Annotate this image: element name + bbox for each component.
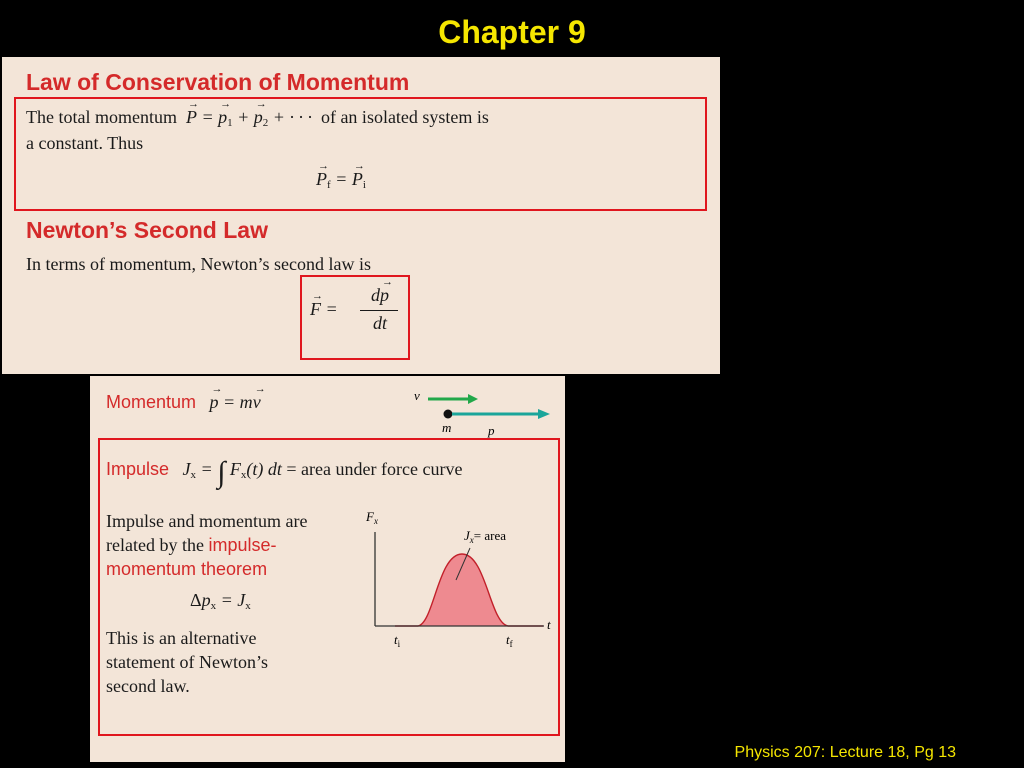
theorem-highlight-2: momentum theorem bbox=[106, 559, 268, 579]
newton-equation: → F = bbox=[310, 299, 338, 320]
slide-title: Chapter 9 bbox=[438, 14, 586, 50]
momentum-vector-diagram bbox=[410, 386, 560, 441]
newton-text: In terms of momentum, Newton’s second law is bbox=[26, 254, 371, 274]
conservation-line1-tail: of an isolated system is bbox=[320, 107, 489, 127]
v-arrowhead bbox=[468, 394, 478, 404]
theorem-text-1: Impulse and momentum are bbox=[106, 511, 308, 531]
v-label: v bbox=[414, 388, 420, 403]
conservation-equation: → $P_f$ = → $P_i$ bbox=[316, 169, 366, 191]
alternative-text bbox=[106, 626, 268, 698]
tf-label: $t_f$ bbox=[506, 632, 513, 649]
mass-dot bbox=[444, 410, 453, 419]
newton-heading: Newton’s Second Law bbox=[26, 217, 268, 243]
conservation-line1-text: The total momentum bbox=[26, 107, 177, 127]
theorem-text-2: related by the bbox=[106, 535, 204, 555]
ti-label: $t_i$ bbox=[394, 632, 401, 649]
conservation-heading: Law of Conservation of Momentum bbox=[26, 69, 410, 95]
x-axis-label: t bbox=[547, 617, 551, 632]
impulse-equation: $J_x$ = ∫ $F_x(t)$ dt bbox=[173, 456, 282, 489]
theorem-highlight-1: impulse- bbox=[208, 535, 277, 555]
area-label: $J_x=$ area bbox=[464, 528, 507, 545]
force-curve-graph bbox=[358, 504, 558, 649]
impulse-label: Impulse bbox=[106, 459, 170, 479]
conservation-panel bbox=[2, 57, 720, 374]
theorem-text bbox=[106, 509, 307, 581]
newton-denominator: dt bbox=[372, 313, 387, 333]
impulse-panel bbox=[90, 376, 565, 762]
p-label: p bbox=[488, 423, 495, 438]
alt-text-3: second law. bbox=[106, 676, 190, 696]
momentum-line bbox=[106, 392, 261, 413]
y-axis-label: $F_x$ bbox=[366, 509, 378, 526]
slide-footer: Physics 207: Lecture 18, Pg 13 bbox=[734, 744, 956, 761]
conservation-line2: a constant. Thus bbox=[26, 133, 144, 153]
alt-text-2: statement of Newton’s bbox=[106, 652, 268, 672]
fraction-bar bbox=[360, 310, 398, 311]
p-arrowhead bbox=[538, 409, 550, 419]
impulse-area bbox=[395, 554, 508, 626]
momentum-equation: → p = m→ v bbox=[201, 392, 261, 412]
conservation-line1 bbox=[26, 107, 489, 129]
momentum-label: Momentum bbox=[106, 392, 197, 412]
impulse-momentum-equation: $\Delta p_x = J_x$ bbox=[190, 590, 251, 612]
impulse-line bbox=[106, 456, 462, 490]
impulse-tail: = area under force curve bbox=[286, 459, 463, 479]
total-momentum-expression: → P = → $p_1$ + → $p_2$ + · · · bbox=[181, 107, 316, 127]
theorem-text-2-line bbox=[106, 533, 307, 557]
newton-numerator: d→ p bbox=[362, 285, 398, 306]
m-label: m bbox=[442, 420, 452, 435]
alt-text-1: This is an alternative bbox=[106, 628, 257, 648]
